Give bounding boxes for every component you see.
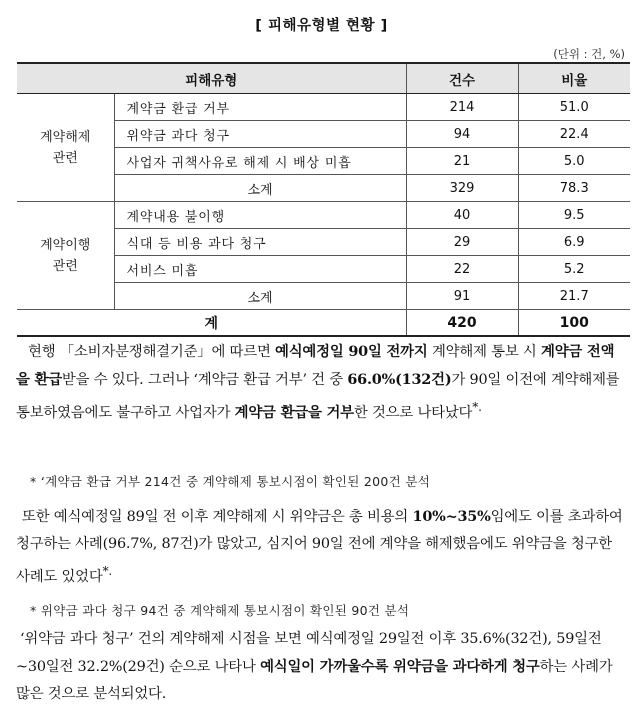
ratio-cell: 6.9 <box>518 229 630 256</box>
subtotal-label: 소계 <box>114 283 406 310</box>
count-cell: 22 <box>406 256 518 283</box>
emphasis-text: 계약금 전액을 환급 <box>16 343 615 388</box>
paragraph-2 <box>16 503 628 591</box>
item-cell: 서비스 미흡 <box>114 256 406 283</box>
text-run: 계약해제 통보 시 <box>427 344 542 360</box>
paragraph-3 <box>16 626 628 708</box>
ratio-cell: 51.0 <box>518 94 630 121</box>
emphasis-text: 66.0%(132건) <box>347 371 452 388</box>
table-title: [ 피해유형별 현황 ] <box>255 18 388 34</box>
footnote-mark: *. <box>102 564 113 578</box>
text-run: 임에도 이를 초과하여 청구하는 사례(96.7%, 87건)가 많았고, 심지어 90일 전에 계약을 해제했음에도 위약금을 청구한 사례도 있었다 <box>16 509 623 585</box>
subtotal-ratio: 78.3 <box>518 175 630 202</box>
paragraph-1 <box>16 338 628 427</box>
text-run: 받을 수 있다. 그러나 ‘계약금 환급 거부’ 건 중 <box>61 372 348 388</box>
total-row <box>17 310 630 337</box>
item-cell: 계약금 환급 거부 <box>114 94 406 121</box>
header-ratio: 비율 <box>518 63 630 94</box>
text-run: 한 것으로 나타났다 <box>353 404 473 421</box>
total-label: 계 <box>17 310 406 337</box>
footnote-1: * ‘계약금 환급 거부 214건 중 계약해제 통보시점이 확인된 200건 분석 <box>30 474 431 489</box>
category-cell <box>17 94 114 202</box>
count-cell: 29 <box>406 229 518 256</box>
total-ratio: 100 <box>518 310 630 337</box>
unit-label: (단위 : 건, %) <box>553 47 625 61</box>
text-run: , 59일전~30일전 <box>16 631 602 675</box>
footnote-mark: *. <box>472 400 482 414</box>
footnote-2: * 위약금 과다 청구 94건 중 계약해제 통보시점이 확인된 90건 분석 <box>30 603 410 618</box>
damage-type-table <box>17 62 630 337</box>
category-label-line: 계약이행 <box>40 237 91 253</box>
ratio-cell: 5.0 <box>518 148 630 175</box>
emphasis-text: 예식일이 가까울수록 위약금을 과다하게 청구 <box>260 658 540 675</box>
item-cell: 사업자 귀책사유로 해제 시 배상 미흡 <box>114 148 406 175</box>
text-run: 가 90일 이전에 계약해제를 통보하였음에도 불구하고 사업자가 <box>16 372 620 421</box>
subtotal-ratio: 21.7 <box>518 283 630 310</box>
emphasis-text: 계약금 환급을 거부 <box>234 403 354 421</box>
ratio-cell: 5.2 <box>518 256 630 283</box>
text-run: 또한 예식예정일 89일 전 이후 계약해제 시 위약금은 총 비용의 <box>22 509 413 525</box>
ratio-cell: 22.4 <box>518 121 630 148</box>
category-label-line: 계약해제 <box>40 129 91 145</box>
ratio-cell: 9.5 <box>518 202 630 229</box>
item-cell: 계약내용 불이행 <box>114 202 406 229</box>
header-count: 건수 <box>406 63 518 94</box>
table-row <box>17 202 630 229</box>
text-run: ‘위약금 과다 청구’ 건의 계약해제 시점을 보면 예식예정일 29일전 이후 <box>20 631 461 647</box>
emphasis-text: 예식예정일 90일 전까지 <box>275 343 428 360</box>
count-cell: 214 <box>406 94 518 121</box>
item-cell: 식대 등 비용 과다 청구 <box>114 229 406 256</box>
count-cell: 94 <box>406 121 518 148</box>
count-cell: 21 <box>406 148 518 175</box>
subtotal-label: 소계 <box>114 175 406 202</box>
total-count: 420 <box>406 310 518 337</box>
table-header-row <box>17 63 630 94</box>
category-label-line: 관련 <box>52 150 78 166</box>
subtotal-count: 329 <box>406 175 518 202</box>
text-run: 32.2%(29건) <box>77 659 165 675</box>
text-run: 현행 「소비자분쟁해결기준」에 따르면 <box>28 344 276 360</box>
category-label-line: 관련 <box>52 258 78 274</box>
text-run: 하는 사례가 많은 것으로 분석되었다. <box>16 659 613 702</box>
emphasis-text: 10%~35% <box>412 508 491 525</box>
category-cell <box>17 202 114 310</box>
count-cell: 40 <box>406 202 518 229</box>
text-run: 35.6%(32건) <box>460 631 548 647</box>
table-row <box>17 94 630 121</box>
text-run: 순으로 나타나 <box>164 659 261 675</box>
item-cell: 위약금 과다 청구 <box>114 121 406 148</box>
header-type: 피해유형 <box>17 63 406 94</box>
subtotal-count: 91 <box>406 283 518 310</box>
